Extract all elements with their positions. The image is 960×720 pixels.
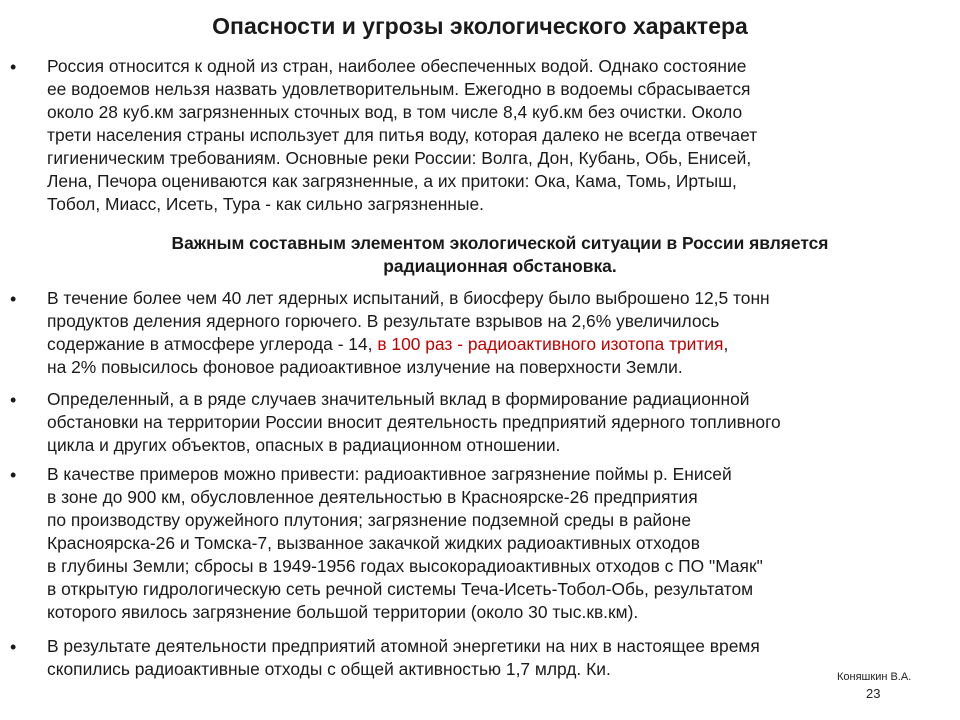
bullet-item-waste: [0, 635, 960, 681]
text-line: Тобол, Миасс, Исеть, Тура - как сильно загрязненные.: [47, 194, 485, 214]
bullet-item-fuel-cycle: [0, 388, 960, 457]
bullet-item-nuclear-tests: [0, 287, 960, 379]
text-line: цикла и других объектов, опасных в радиационном отношении.: [47, 435, 561, 455]
subheading-line: радиационная обстановка.: [383, 256, 617, 276]
paragraph-water: [47, 55, 937, 216]
paragraph-examples: [47, 463, 937, 624]
text-line: по производству оружейного плутония; загрязнение подземной среды в районе: [47, 510, 692, 530]
text-line: содержание в атмосфере углерода - 14,: [47, 334, 378, 354]
section-subheading: [30, 232, 960, 278]
text-line: в открытую гидрологическую сеть речной системы Теча-Исеть-Тобол-Обь, результатом: [47, 579, 754, 599]
bullet-icon: •: [10, 637, 17, 657]
text-line: В результате деятельности предприятий атомной энергетики на них в настоящее время: [47, 636, 760, 656]
bullet-icon: •: [10, 289, 17, 309]
bullet-icon: •: [10, 465, 17, 485]
text-line: продуктов деления ядерного горючего. В результате взрывов на 2,6% увеличилось: [47, 311, 720, 331]
text-line: обстановки на территории России вносит деятельность предприятий ядерного топливного: [47, 412, 781, 432]
text-line: Определенный, а в ряде случаев значительный вклад в формирование радиационной: [47, 389, 750, 409]
slide-title: Опасности и угрозы экологического характера: [212, 13, 748, 39]
text-line: ее водоемов нельзя назвать удовлетворительным. Ежегодно в водоемы сбрасывается: [47, 79, 751, 99]
text-line: на 2% повысилось фоновое радиоактивное излучение на поверхности Земли.: [47, 357, 683, 377]
subheading-line: Важным составным элементом экологической ситуации в России является: [171, 233, 829, 253]
text-line: Россия относится к одной из стран, наиболее обеспеченных водой. Однако состояние: [47, 56, 747, 76]
text-line: около 28 куб.км загрязненных сточных вод, в том числе 8,4 куб.км без очистки. Около: [47, 102, 743, 122]
author-name: Коняшкин В.А.: [837, 671, 912, 683]
bullet-icon: •: [10, 57, 17, 77]
paragraph-waste: [47, 635, 937, 681]
text-line: Красноярска-26 и Томска-7, вызванное закачкой жидких радиоактивных отходов: [47, 533, 700, 553]
text-line: В качестве примеров можно привести: радиоактивное загрязнение поймы р. Енисей: [47, 464, 732, 484]
paragraph-fuel-cycle: [47, 388, 937, 457]
text-line: В течение более чем 40 лет ядерных испытаний, в биосферу было выброшено 12,5 тонн: [47, 288, 770, 308]
bullet-item-water: [0, 55, 960, 216]
bullet-icon: •: [10, 390, 17, 410]
bullet-item-examples: [0, 463, 960, 624]
text-line: которого явилось загрязнение большой территории (около 30 тыс.кв.км).: [47, 602, 639, 622]
text-line: Лена, Печора оцениваются как загрязненные, а их притоки: Ока, Кама, Томь, Иртыш,: [47, 171, 737, 191]
text-line: в глубины Земли; сбросы в 1949-1956 годах высокорадиоактивных отходов с ПО "Маяк": [47, 556, 763, 576]
paragraph-nuclear-tests: [47, 287, 937, 379]
tritium-highlight: в 100 раз - радиоактивного изотопа трития: [377, 334, 724, 354]
page-number: 23: [866, 686, 881, 701]
text-line: гигиеническим требованиям. Основные реки России: Волга, Дон, Кубань, Обь, Енисей,: [47, 148, 752, 168]
text-line: в зоне до 900 км, обусловленное деятельностью в Красноярске-26 предприятия: [47, 487, 698, 507]
text-line: трети населения страны использует для питья воду, которая далеко не всегда отвечает: [47, 125, 758, 145]
text-line: ,: [723, 334, 729, 354]
text-line: скопились радиоактивные отходы с общей активностью 1,7 млрд. Ки.: [47, 659, 611, 679]
